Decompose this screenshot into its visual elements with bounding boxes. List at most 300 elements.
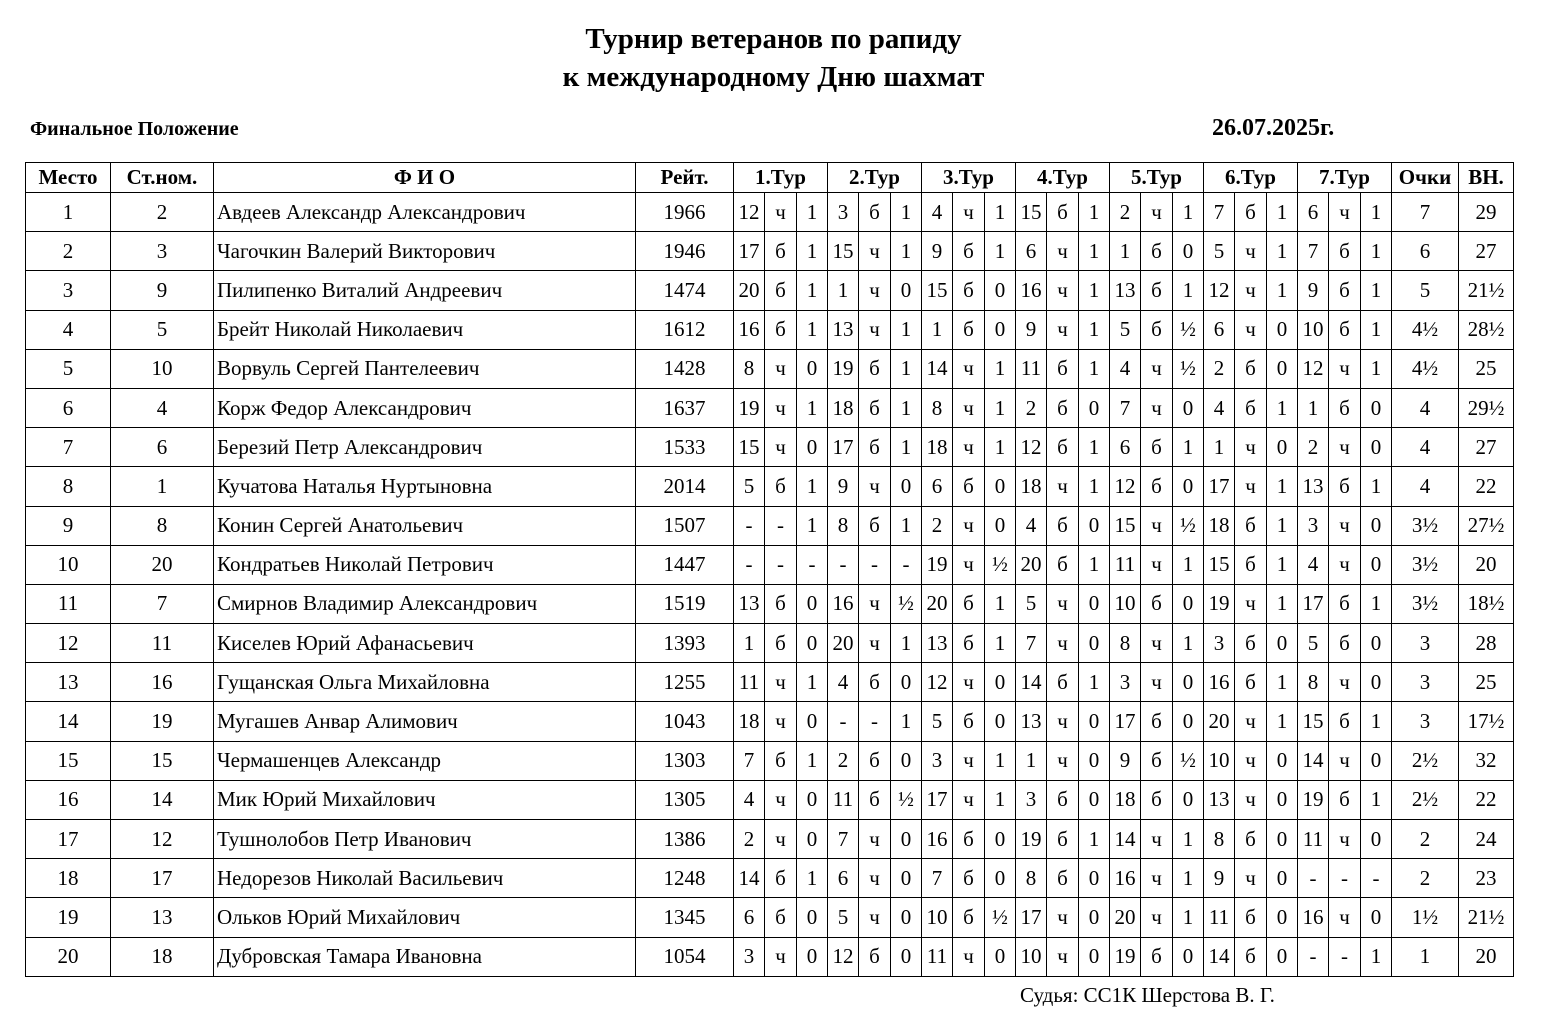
round-2-result-cell: 0 — [891, 898, 922, 937]
table-row — [26, 193, 1514, 232]
round-7-color-cell: б — [1329, 388, 1361, 427]
round-4-result-cell: 0 — [1079, 702, 1110, 741]
round-4-result-cell: 0 — [1079, 388, 1110, 427]
round-6-result-cell: 1 — [1267, 506, 1298, 545]
round-6-color-cell: б — [1235, 349, 1267, 388]
start-number-cell: 13 — [111, 898, 214, 937]
round-7-color-cell: б — [1329, 271, 1361, 310]
round-5-color-cell: б — [1141, 232, 1173, 271]
round-2-color-cell: ч — [859, 624, 891, 663]
player-name-cell: Гущанская Ольга Михайловна — [214, 663, 636, 702]
round-2-opponent-cell: 1 — [828, 271, 859, 310]
round-7-opponent-cell: 6 — [1298, 193, 1329, 232]
points-cell: 5 — [1392, 271, 1459, 310]
round-7-color-cell: ч — [1329, 349, 1361, 388]
round-1-opponent-cell: 12 — [734, 193, 765, 232]
round-7-opponent-cell: 7 — [1298, 232, 1329, 271]
round-7-color-cell: ч — [1329, 428, 1361, 467]
round-6-color-cell: ч — [1235, 702, 1267, 741]
round-5-result-cell: 0 — [1173, 937, 1204, 976]
tiebreak-cell: 27 — [1459, 232, 1514, 271]
round-4-color-cell: б — [1047, 193, 1079, 232]
round-4-result-cell: 1 — [1079, 663, 1110, 702]
round-3-opponent-cell: 19 — [922, 545, 953, 584]
round-2-opponent-cell: 2 — [828, 741, 859, 780]
round-5-opponent-cell: 7 — [1110, 388, 1141, 427]
col-round-3: 3.Тур — [922, 163, 1016, 193]
round-1-color-cell: ч — [765, 388, 797, 427]
round-4-result-cell: 0 — [1079, 506, 1110, 545]
points-cell: 7 — [1392, 193, 1459, 232]
round-1-color-cell: ч — [765, 937, 797, 976]
round-3-color-cell: б — [953, 271, 985, 310]
round-2-color-cell: б — [859, 428, 891, 467]
col-start-number: Ст.ном. — [111, 163, 214, 193]
table-row — [26, 349, 1514, 388]
start-number-cell: 12 — [111, 820, 214, 859]
round-3-opponent-cell: 1 — [922, 310, 953, 349]
player-name-cell: Корж Федор Александрович — [214, 388, 636, 427]
round-6-result-cell: 1 — [1267, 584, 1298, 623]
round-7-opponent-cell: 17 — [1298, 584, 1329, 623]
table-row — [26, 820, 1514, 859]
round-7-color-cell: б — [1329, 780, 1361, 819]
round-1-result-cell: 1 — [797, 310, 828, 349]
round-2-opponent-cell: 9 — [828, 467, 859, 506]
player-name-cell: Киселев Юрий Афанасьевич — [214, 624, 636, 663]
round-3-color-cell: ч — [953, 663, 985, 702]
round-2-opponent-cell: 18 — [828, 388, 859, 427]
round-5-color-cell: б — [1141, 741, 1173, 780]
round-2-result-cell: 1 — [891, 193, 922, 232]
round-4-result-cell: 0 — [1079, 624, 1110, 663]
rating-cell: 1447 — [636, 545, 734, 584]
round-1-opponent-cell: 19 — [734, 388, 765, 427]
round-1-color-cell: ч — [765, 780, 797, 819]
round-5-result-cell: 1 — [1173, 624, 1204, 663]
round-2-result-cell: 1 — [891, 702, 922, 741]
round-6-color-cell: б — [1235, 820, 1267, 859]
round-2-color-cell: б — [859, 937, 891, 976]
start-number-cell: 7 — [111, 584, 214, 623]
round-1-color-cell: б — [765, 271, 797, 310]
round-2-result-cell: 1 — [891, 428, 922, 467]
round-3-color-cell: б — [953, 232, 985, 271]
round-3-color-cell: б — [953, 467, 985, 506]
round-5-color-cell: ч — [1141, 193, 1173, 232]
round-6-opponent-cell: 7 — [1204, 193, 1235, 232]
round-5-color-cell: б — [1141, 584, 1173, 623]
round-4-result-cell: 0 — [1079, 898, 1110, 937]
round-3-result-cell: 0 — [985, 467, 1016, 506]
round-2-result-cell: 0 — [891, 937, 922, 976]
table-row — [26, 937, 1514, 976]
col-points: Очки — [1392, 163, 1459, 193]
round-5-color-cell: ч — [1141, 859, 1173, 898]
round-3-color-cell: б — [953, 310, 985, 349]
tiebreak-cell: 25 — [1459, 663, 1514, 702]
round-1-result-cell: 0 — [797, 349, 828, 388]
round-4-result-cell: 1 — [1079, 820, 1110, 859]
round-2-color-cell: - — [859, 545, 891, 584]
round-1-color-cell: б — [765, 624, 797, 663]
round-4-result-cell: 1 — [1079, 428, 1110, 467]
title-line-1: Турнир ветеранов по рапиду — [585, 23, 962, 55]
round-1-opponent-cell: 15 — [734, 428, 765, 467]
round-4-opponent-cell: 18 — [1016, 467, 1047, 506]
round-1-color-cell: ч — [765, 820, 797, 859]
col-round-6: 6.Тур — [1204, 163, 1298, 193]
player-name-cell: Чагочкин Валерий Викторович — [214, 232, 636, 271]
round-7-color-cell: ч — [1329, 506, 1361, 545]
start-number-cell: 1 — [111, 467, 214, 506]
round-4-color-cell: ч — [1047, 624, 1079, 663]
round-1-color-cell: б — [765, 859, 797, 898]
round-6-color-cell: ч — [1235, 780, 1267, 819]
round-1-result-cell: 0 — [797, 937, 828, 976]
round-1-opponent-cell: 16 — [734, 310, 765, 349]
rating-cell: 1303 — [636, 741, 734, 780]
round-4-opponent-cell: 4 — [1016, 506, 1047, 545]
round-2-opponent-cell: 11 — [828, 780, 859, 819]
round-6-opponent-cell: 17 — [1204, 467, 1235, 506]
tiebreak-cell: 23 — [1459, 859, 1514, 898]
place-cell: 12 — [26, 624, 111, 663]
tiebreak-cell: 32 — [1459, 741, 1514, 780]
col-round-4: 4.Тур — [1016, 163, 1110, 193]
points-cell: 2 — [1392, 859, 1459, 898]
table-row — [26, 232, 1514, 271]
round-7-color-cell: ч — [1329, 545, 1361, 584]
tiebreak-cell: 20 — [1459, 937, 1514, 976]
round-5-result-cell: 1 — [1173, 428, 1204, 467]
place-cell: 2 — [26, 232, 111, 271]
round-5-result-cell: ½ — [1173, 349, 1204, 388]
tiebreak-cell: 21½ — [1459, 271, 1514, 310]
round-1-opponent-cell: 2 — [734, 820, 765, 859]
round-7-opponent-cell: 8 — [1298, 663, 1329, 702]
round-5-color-cell: ч — [1141, 349, 1173, 388]
round-4-color-cell: ч — [1047, 584, 1079, 623]
round-3-result-cell: 1 — [985, 741, 1016, 780]
points-cell: 3 — [1392, 663, 1459, 702]
points-cell: 4 — [1392, 467, 1459, 506]
points-cell: 4 — [1392, 388, 1459, 427]
round-3-result-cell: 1 — [985, 349, 1016, 388]
round-4-color-cell: б — [1047, 428, 1079, 467]
table-row — [26, 702, 1514, 741]
rating-cell: 1637 — [636, 388, 734, 427]
round-5-opponent-cell: 19 — [1110, 937, 1141, 976]
round-4-opponent-cell: 6 — [1016, 232, 1047, 271]
round-1-opponent-cell: 11 — [734, 663, 765, 702]
round-1-color-cell: ч — [765, 193, 797, 232]
round-3-opponent-cell: 10 — [922, 898, 953, 937]
round-2-opponent-cell: 6 — [828, 859, 859, 898]
round-3-color-cell: ч — [953, 741, 985, 780]
table-row — [26, 467, 1514, 506]
round-2-color-cell: б — [859, 506, 891, 545]
round-2-color-cell: б — [859, 663, 891, 702]
round-4-opponent-cell: 2 — [1016, 388, 1047, 427]
round-1-opponent-cell: 6 — [734, 898, 765, 937]
round-3-opponent-cell: 13 — [922, 624, 953, 663]
round-7-result-cell: 1 — [1361, 467, 1392, 506]
round-7-opponent-cell: - — [1298, 937, 1329, 976]
player-name-cell: Тушнолобов Петр Иванович — [214, 820, 636, 859]
round-6-color-cell: ч — [1235, 467, 1267, 506]
round-3-color-cell: б — [953, 584, 985, 623]
table-row — [26, 898, 1514, 937]
tiebreak-cell: 20 — [1459, 545, 1514, 584]
col-round-5: 5.Тур — [1110, 163, 1204, 193]
round-6-result-cell: 0 — [1267, 820, 1298, 859]
start-number-cell: 10 — [111, 349, 214, 388]
round-6-color-cell: б — [1235, 624, 1267, 663]
place-cell: 17 — [26, 820, 111, 859]
round-1-opponent-cell: - — [734, 545, 765, 584]
round-4-opponent-cell: 8 — [1016, 859, 1047, 898]
round-5-result-cell: 1 — [1173, 193, 1204, 232]
round-5-opponent-cell: 13 — [1110, 271, 1141, 310]
round-4-result-cell: 1 — [1079, 271, 1110, 310]
table-row — [26, 663, 1514, 702]
round-4-opponent-cell: 9 — [1016, 310, 1047, 349]
judge-signature-line: Судья: СС1К Шерстова В. Г. — [1020, 983, 1275, 1007]
round-7-opponent-cell: 3 — [1298, 506, 1329, 545]
round-1-color-cell: б — [765, 232, 797, 271]
round-6-color-cell: б — [1235, 898, 1267, 937]
round-2-result-cell: 0 — [891, 859, 922, 898]
round-3-opponent-cell: 9 — [922, 232, 953, 271]
round-4-opponent-cell: 20 — [1016, 545, 1047, 584]
round-4-result-cell: 0 — [1079, 859, 1110, 898]
rating-cell: 1305 — [636, 780, 734, 819]
round-7-result-cell: 1 — [1361, 937, 1392, 976]
rating-cell: 1345 — [636, 898, 734, 937]
round-7-color-cell: б — [1329, 310, 1361, 349]
round-6-opponent-cell: 1 — [1204, 428, 1235, 467]
round-6-result-cell: 0 — [1267, 310, 1298, 349]
round-7-opponent-cell: 13 — [1298, 467, 1329, 506]
round-5-color-cell: ч — [1141, 506, 1173, 545]
rating-cell: 1946 — [636, 232, 734, 271]
tiebreak-cell: 29½ — [1459, 388, 1514, 427]
round-3-opponent-cell: 20 — [922, 584, 953, 623]
round-5-result-cell: 0 — [1173, 467, 1204, 506]
round-6-result-cell: 0 — [1267, 428, 1298, 467]
round-4-color-cell: ч — [1047, 898, 1079, 937]
round-6-color-cell: ч — [1235, 859, 1267, 898]
col-place: Место — [26, 163, 111, 193]
round-5-color-cell: б — [1141, 702, 1173, 741]
round-5-result-cell: 1 — [1173, 898, 1204, 937]
round-4-opponent-cell: 19 — [1016, 820, 1047, 859]
player-name-cell: Мик Юрий Михайлович — [214, 780, 636, 819]
round-1-result-cell: 0 — [797, 820, 828, 859]
tiebreak-cell: 29 — [1459, 193, 1514, 232]
round-5-result-cell: 1 — [1173, 859, 1204, 898]
round-7-result-cell: 1 — [1361, 780, 1392, 819]
round-2-opponent-cell: 3 — [828, 193, 859, 232]
round-2-result-cell: 1 — [891, 310, 922, 349]
round-1-result-cell: - — [797, 545, 828, 584]
round-2-color-cell: ч — [859, 584, 891, 623]
rating-cell: 1428 — [636, 349, 734, 388]
round-2-result-cell: 0 — [891, 467, 922, 506]
header-row — [26, 163, 1514, 193]
round-5-result-cell: 1 — [1173, 820, 1204, 859]
round-7-color-cell: б — [1329, 624, 1361, 663]
round-7-result-cell: 1 — [1361, 584, 1392, 623]
table-row — [26, 506, 1514, 545]
tiebreak-cell: 28½ — [1459, 310, 1514, 349]
start-number-cell: 18 — [111, 937, 214, 976]
round-5-opponent-cell: 11 — [1110, 545, 1141, 584]
round-5-color-cell: б — [1141, 271, 1173, 310]
round-2-color-cell: ч — [859, 467, 891, 506]
round-7-result-cell: - — [1361, 859, 1392, 898]
round-2-color-cell: ч — [859, 898, 891, 937]
round-4-color-cell: ч — [1047, 271, 1079, 310]
round-6-opponent-cell: 16 — [1204, 663, 1235, 702]
round-3-result-cell: 1 — [985, 584, 1016, 623]
round-1-opponent-cell: 3 — [734, 937, 765, 976]
col-round-7: 7.Тур — [1298, 163, 1392, 193]
place-cell: 8 — [26, 467, 111, 506]
round-4-result-cell: 1 — [1079, 349, 1110, 388]
round-1-opponent-cell: 8 — [734, 349, 765, 388]
round-6-opponent-cell: 4 — [1204, 388, 1235, 427]
round-5-opponent-cell: 1 — [1110, 232, 1141, 271]
round-6-color-cell: б — [1235, 388, 1267, 427]
place-cell: 4 — [26, 310, 111, 349]
round-1-result-cell: 0 — [797, 428, 828, 467]
points-cell: 1½ — [1392, 898, 1459, 937]
start-number-cell: 6 — [111, 428, 214, 467]
player-name-cell: Чермашенцев Александр — [214, 741, 636, 780]
player-name-cell: Ворвуль Сергей Пантелеевич — [214, 349, 636, 388]
round-5-opponent-cell: 9 — [1110, 741, 1141, 780]
round-1-color-cell: б — [765, 584, 797, 623]
round-5-opponent-cell: 20 — [1110, 898, 1141, 937]
round-7-opponent-cell: 1 — [1298, 388, 1329, 427]
round-6-opponent-cell: 10 — [1204, 741, 1235, 780]
round-3-opponent-cell: 3 — [922, 741, 953, 780]
start-number-cell: 15 — [111, 741, 214, 780]
round-4-opponent-cell: 7 — [1016, 624, 1047, 663]
round-6-result-cell: 0 — [1267, 859, 1298, 898]
round-6-opponent-cell: 2 — [1204, 349, 1235, 388]
round-3-color-cell: б — [953, 859, 985, 898]
round-7-color-cell: б — [1329, 702, 1361, 741]
round-2-color-cell: ч — [859, 271, 891, 310]
standings-table — [25, 162, 1514, 977]
points-cell: 3½ — [1392, 584, 1459, 623]
tiebreak-cell: 27½ — [1459, 506, 1514, 545]
round-5-result-cell: 0 — [1173, 702, 1204, 741]
round-6-result-cell: 1 — [1267, 193, 1298, 232]
table-row — [26, 584, 1514, 623]
round-6-result-cell: 0 — [1267, 937, 1298, 976]
round-7-result-cell: 0 — [1361, 663, 1392, 702]
col-round-2: 2.Тур — [828, 163, 922, 193]
rating-cell: 1393 — [636, 624, 734, 663]
round-1-result-cell: 1 — [797, 506, 828, 545]
round-3-opponent-cell: 6 — [922, 467, 953, 506]
round-4-opponent-cell: 1 — [1016, 741, 1047, 780]
round-7-color-cell: б — [1329, 232, 1361, 271]
round-5-opponent-cell: 5 — [1110, 310, 1141, 349]
round-2-opponent-cell: 19 — [828, 349, 859, 388]
points-cell: 3 — [1392, 702, 1459, 741]
round-6-opponent-cell: 6 — [1204, 310, 1235, 349]
round-5-opponent-cell: 14 — [1110, 820, 1141, 859]
round-4-color-cell: ч — [1047, 467, 1079, 506]
round-7-opponent-cell: 15 — [1298, 702, 1329, 741]
player-name-cell: Пилипенко Виталий Андреевич — [214, 271, 636, 310]
player-name-cell: Кондратьев Николай Петрович — [214, 545, 636, 584]
round-3-opponent-cell: 8 — [922, 388, 953, 427]
rating-cell: 1255 — [636, 663, 734, 702]
round-4-opponent-cell: 14 — [1016, 663, 1047, 702]
round-4-result-cell: 1 — [1079, 545, 1110, 584]
round-4-color-cell: ч — [1047, 702, 1079, 741]
round-6-opponent-cell: 18 — [1204, 506, 1235, 545]
round-2-result-cell: - — [891, 545, 922, 584]
round-7-color-cell: ч — [1329, 193, 1361, 232]
round-3-opponent-cell: 18 — [922, 428, 953, 467]
round-7-result-cell: 0 — [1361, 428, 1392, 467]
place-cell: 11 — [26, 584, 111, 623]
tiebreak-cell: 28 — [1459, 624, 1514, 663]
round-3-opponent-cell: 4 — [922, 193, 953, 232]
round-4-color-cell: б — [1047, 349, 1079, 388]
tiebreak-cell: 27 — [1459, 428, 1514, 467]
round-4-result-cell: 0 — [1079, 584, 1110, 623]
start-number-cell: 2 — [111, 193, 214, 232]
round-4-result-cell: 1 — [1079, 193, 1110, 232]
round-5-color-cell: ч — [1141, 820, 1173, 859]
round-2-result-cell: ½ — [891, 584, 922, 623]
tiebreak-cell: 22 — [1459, 467, 1514, 506]
round-2-opponent-cell: 20 — [828, 624, 859, 663]
round-6-opponent-cell: 14 — [1204, 937, 1235, 976]
round-6-result-cell: 1 — [1267, 545, 1298, 584]
rating-cell: 1386 — [636, 820, 734, 859]
rating-cell: 1612 — [636, 310, 734, 349]
round-1-color-cell: - — [765, 545, 797, 584]
start-number-cell: 9 — [111, 271, 214, 310]
round-7-color-cell: ч — [1329, 898, 1361, 937]
player-name-cell: Дубровская Тамара Ивановна — [214, 937, 636, 976]
round-7-opponent-cell: 19 — [1298, 780, 1329, 819]
round-3-result-cell: ½ — [985, 545, 1016, 584]
round-3-opponent-cell: 12 — [922, 663, 953, 702]
round-5-opponent-cell: 8 — [1110, 624, 1141, 663]
round-7-color-cell: - — [1329, 859, 1361, 898]
round-1-opponent-cell: 4 — [734, 780, 765, 819]
round-4-opponent-cell: 16 — [1016, 271, 1047, 310]
place-cell: 16 — [26, 780, 111, 819]
table-row — [26, 310, 1514, 349]
start-number-cell: 3 — [111, 232, 214, 271]
round-1-color-cell: б — [765, 898, 797, 937]
place-cell: 19 — [26, 898, 111, 937]
start-number-cell: 5 — [111, 310, 214, 349]
col-round-1: 1.Тур — [734, 163, 828, 193]
tiebreak-cell: 17½ — [1459, 702, 1514, 741]
